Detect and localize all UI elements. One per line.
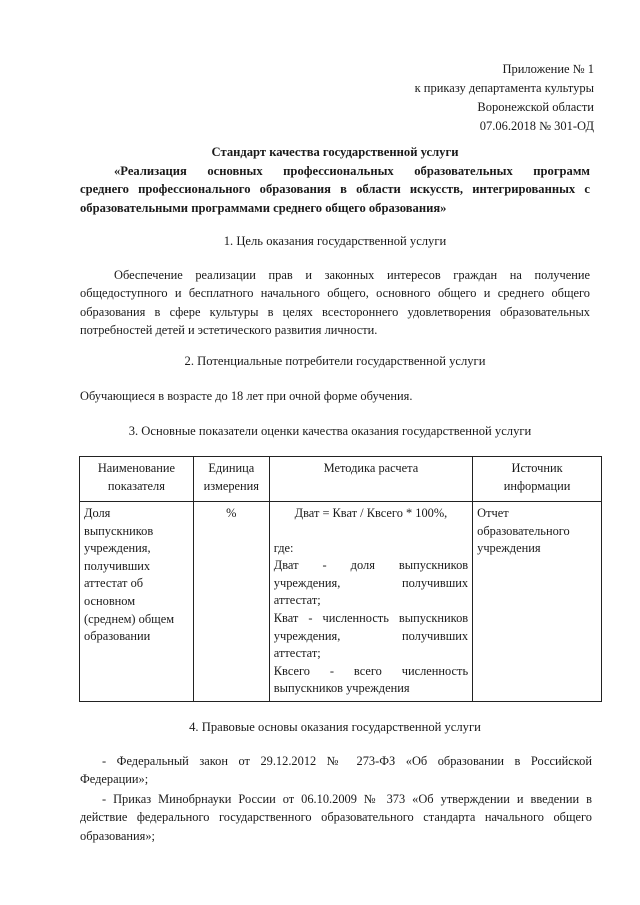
method-where: где: — [273, 540, 294, 555]
header-indicator: Наименование показателя — [80, 457, 194, 502]
cell-line: получивших — [84, 558, 151, 573]
table-row — [80, 502, 602, 702]
title-line: среднего профессионального образования в области искусств, интегрированных с — [80, 182, 590, 196]
paragraph-line: потребностей детей и эстетического развития личности. — [80, 323, 378, 338]
law-line: образования»; — [80, 828, 155, 843]
document-title — [80, 143, 590, 217]
appendix-line: Приложение № 1 — [502, 62, 594, 76]
cell-line: выпускников — [84, 523, 154, 538]
law-line: - Приказ Минобрнауки России от 06.10.2009 № 373 «Об утверждении и введении в — [102, 792, 592, 806]
cell-line: (среднем) общем — [84, 611, 175, 626]
legal-basis-item — [80, 752, 592, 789]
cell-line: аттестат об — [84, 576, 144, 591]
method-line: Кват - численность выпускников — [273, 610, 469, 625]
section-2-heading: 2. Потенциальные потребители государственной услуги — [184, 354, 486, 368]
method-line: учреждения, получивших — [273, 628, 469, 643]
title-line: Стандарт качества государственной услуги — [211, 145, 459, 159]
cell-indicator — [80, 502, 194, 702]
cell-source — [473, 502, 602, 702]
title-line: образовательными программами среднего общего образования» — [80, 200, 447, 215]
paragraph-line: образования в сфере культуры в целях всестороннего удовлетворения образовательных — [80, 304, 590, 319]
title-line: «Реализация основных профессиональных образовательных программ — [114, 163, 590, 178]
method-line: Дват - доля выпускников — [273, 558, 469, 573]
header-unit: Единица измерения — [193, 457, 269, 502]
method-line: аттестат; — [273, 593, 321, 608]
legal-basis-item — [80, 790, 592, 845]
cell-line: учреждения — [477, 541, 541, 556]
appendix-line: к приказу департамента культуры — [414, 81, 594, 95]
header-method: Методика расчета — [269, 457, 472, 502]
section-4-heading: 4. Правовые основы оказания государственной услуги — [189, 720, 481, 734]
section-1-paragraph — [80, 266, 590, 340]
table-header-row — [80, 457, 602, 502]
section-1-heading: 1. Цель оказания государственной услуги — [223, 234, 447, 248]
header-source: Источник информации — [473, 457, 602, 502]
cell-line: образовании — [84, 629, 151, 644]
method-line: аттестат; — [273, 646, 321, 661]
method-line: Квсего - всего численность — [273, 663, 469, 678]
appendix-note — [334, 60, 594, 136]
cell-line: образовательного — [477, 523, 570, 538]
appendix-date-number: 07.06.2018 № 301-ОД — [479, 119, 594, 133]
method-formula: Дват = Кват / Квсего * 100%, — [294, 506, 448, 520]
paragraph-line: общедоступного и бесплатного начального общего, основного общего и среднего общего — [80, 286, 590, 301]
cell-line: основном — [84, 593, 136, 608]
cell-line: Доля — [84, 506, 111, 520]
method-line: учреждения, получивших — [273, 575, 469, 590]
paragraph-line: Обеспечение реализации прав и законных интересов граждан на получение — [114, 268, 590, 282]
cell-unit: % — [193, 502, 269, 702]
cell-line: учреждения, — [84, 541, 151, 556]
law-line: - Федеральный закон от 29.12.2012 № 273-ФЗ «Об образовании в Российской — [102, 754, 592, 768]
paragraph-line: Обучающиеся в возрасте до 18 лет при очной форме обучения. — [80, 389, 413, 403]
section-2-paragraph — [80, 387, 590, 405]
indicators-table — [79, 456, 602, 702]
appendix-line: Воронежской области — [477, 100, 594, 114]
law-line: действие федерального государственного образовательного стандарта начального общего — [80, 810, 592, 825]
method-line: выпускников учреждения — [273, 681, 410, 696]
section-3-heading: 3. Основные показатели оценки качества оказания государственной услуги — [128, 424, 532, 438]
cell-method — [269, 502, 472, 702]
cell-line: Отчет — [477, 506, 509, 520]
law-line: Федерации»; — [80, 772, 149, 787]
